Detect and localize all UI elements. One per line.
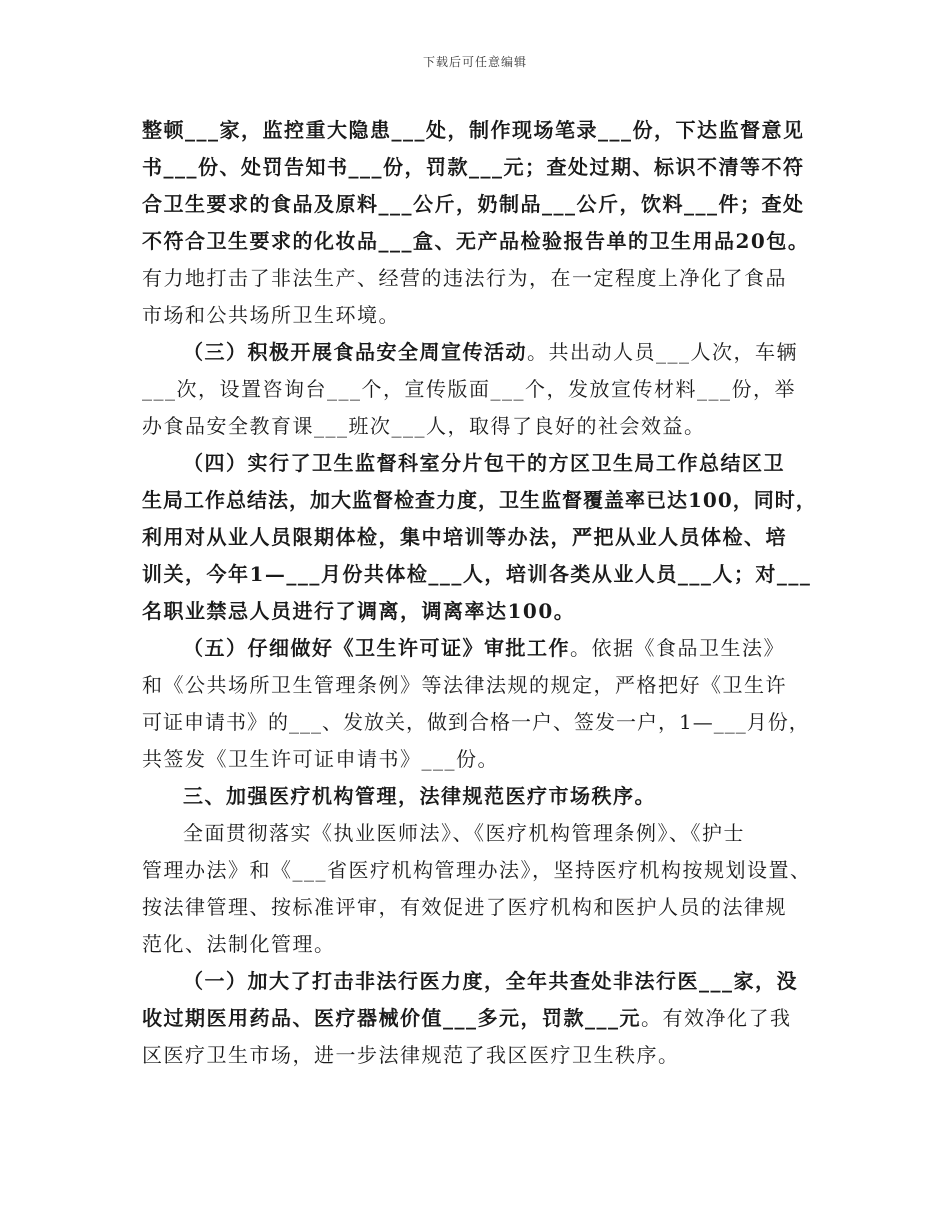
text-line: 利用对从业人员限期体检，集中培训等办法，严把从业人员体检、培 [142, 525, 787, 549]
text-line [142, 334, 817, 371]
text-line: （一）加大了打击非法行医力度，全年共查处非法行医___家，没 [183, 969, 798, 993]
text-line: 三、加强医疗机构管理，法律规范医疗市场秩序。 [183, 784, 656, 808]
text-line: 市场和公共场所卫生环境。 [142, 303, 400, 327]
text-line: 名职业禁忌人员进行了调离，调离率达100。 [142, 599, 576, 623]
text-line: 和《公共场所卫生管理条例》等法律法规的规定，严格把好《卫生许 [142, 673, 787, 697]
text-line: 书___份、处罚告知书___份，罚款___元；查处过期、标识不清等不符 [142, 155, 805, 179]
text-run: 。依据《食品卫生法》 [570, 636, 785, 660]
text-line [142, 1000, 817, 1037]
text-line: 按法律管理、按标准评审，有效促进了医疗机构和医护人员的法律规 [142, 895, 787, 919]
text-run: 收过期医用药品、医疗器械价值___多元，罚款___元 [142, 1006, 641, 1030]
text-line: 训关，今年1—___月份共体检___人，培训各类从业人员___人；对___ [142, 562, 812, 586]
text-line: 共签发《卫生许可证申请书》___份。 [142, 747, 499, 771]
text-line: 办食品安全教育课___班次___人，取得了良好的社会效益。 [142, 414, 706, 438]
text-line: 合卫生要求的食品及原料___公斤，奶制品___公斤，饮料___件；查处 [142, 192, 805, 216]
text-run: 。共出动人员___人次，车辆 [527, 340, 798, 364]
text-line: 全面贯彻落实《执业医师法》、《医疗机构管理条例》、《护士 [183, 821, 745, 845]
text-line: （四）实行了卫生监督科室分片包干的方区卫生局工作总结区卫 [183, 451, 785, 475]
text-line: 区医疗卫生市场，进一步法律规范了我区医疗卫生秩序。 [142, 1043, 680, 1067]
text-run: （三）积极开展食品安全周宣传活动 [183, 340, 527, 364]
page-header: 下载后可任意编辑 [422, 55, 527, 69]
text-line: 整顿___家，监控重大隐患___处，制作现场笔录___份，下达监督意见 [142, 118, 805, 142]
text-line: 范化、法制化管理。 [142, 932, 336, 956]
text-line: 管理办法》和《___省医疗机构管理办法》，坚持医疗机构按规划设置、 [142, 858, 812, 882]
text-line: 有力地打击了非法生产、经营的违法行为，在一定程度上净化了食品 [142, 266, 787, 290]
text-line [142, 630, 817, 667]
text-line: 可证申请书》的___、发放关，做到合格一户、签发一户，1—___月份， [142, 710, 810, 734]
text-run: （五）仔细做好《卫生许可证》审批工作 [183, 636, 570, 660]
text-run: 。有效净化了我 [641, 1006, 792, 1030]
document-body [142, 112, 817, 1074]
text-line: 不符合卫生要求的化妆品___盒、无产品检验报告单的卫生用品20包。 [142, 229, 810, 253]
text-line: 生局工作总结法，加大监督检查力度，卫生监督覆盖率已达100，同时， [142, 488, 817, 512]
text-line: ___次，设置咨询台___个，宣传版面___个，发放宣传材料___份，举 [142, 377, 796, 401]
